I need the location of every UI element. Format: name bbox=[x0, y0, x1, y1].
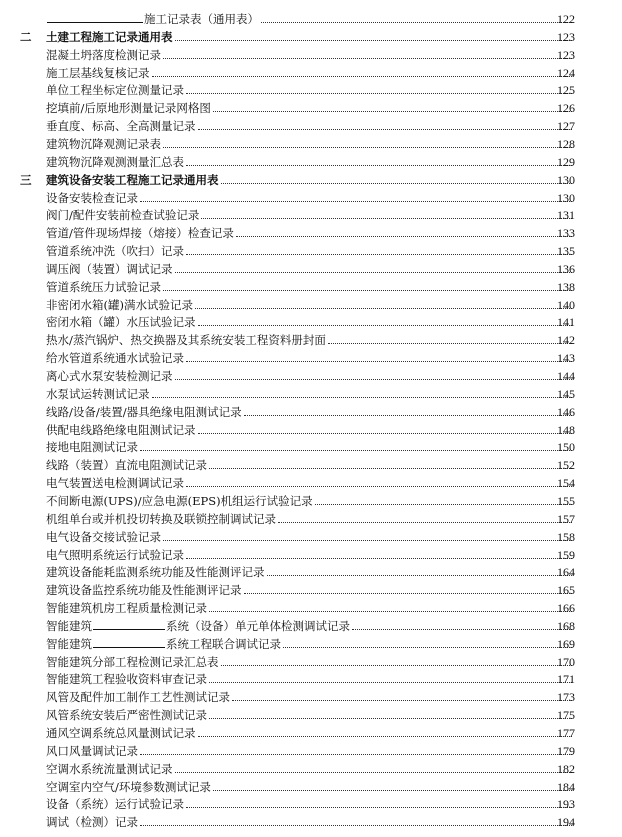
page-number: 127 bbox=[557, 119, 575, 134]
entry-title-text: 管道系统压力试验记录 bbox=[46, 279, 161, 294]
entry-title-wrap bbox=[46, 583, 574, 597]
page-number: 159 bbox=[557, 547, 575, 562]
toc-entry-row bbox=[0, 367, 622, 385]
toc-entry-row bbox=[0, 563, 622, 581]
entry-title-text: 离心式水泵安装检测记录 bbox=[46, 369, 173, 383]
entry-title-wrap bbox=[46, 405, 574, 419]
entry-title-wrap bbox=[46, 690, 574, 704]
entry-title-text: 智能建筑 bbox=[46, 618, 92, 633]
dot-leader bbox=[244, 414, 572, 416]
dot-leader bbox=[278, 521, 572, 523]
dot-leader bbox=[175, 271, 573, 273]
entry-title-wrap bbox=[46, 66, 574, 80]
page-number: 173 bbox=[557, 690, 575, 705]
entry-title bbox=[46, 83, 184, 97]
section-number: 三 bbox=[20, 172, 32, 187]
page-number: 123 bbox=[557, 29, 575, 44]
dot-leader bbox=[198, 735, 573, 737]
entry-title-wrap bbox=[46, 280, 574, 294]
entry-title-wrap bbox=[46, 137, 574, 151]
entry-title-wrap bbox=[46, 815, 574, 829]
entry-title-wrap bbox=[46, 744, 574, 758]
entry-title-wrap bbox=[46, 458, 574, 472]
entry-title-text: 空调室内空气/环境参数测试记录 bbox=[46, 779, 211, 794]
entry-title bbox=[46, 262, 173, 276]
entry-title-wrap bbox=[46, 548, 574, 562]
entry-title-wrap bbox=[46, 726, 574, 740]
entry-title-wrap bbox=[46, 708, 574, 722]
page-number: 157 bbox=[557, 511, 575, 526]
toc-entry-row bbox=[0, 189, 622, 207]
dot-leader bbox=[140, 200, 572, 202]
page-number: 143 bbox=[557, 351, 575, 366]
toc-entry-row bbox=[0, 635, 622, 653]
entry-title-text: 不间断电源(UPS)/应急电源(EPS)机组运行试验记录 bbox=[46, 493, 313, 508]
toc-entry-row bbox=[0, 688, 622, 706]
entry-title-wrap bbox=[46, 655, 574, 669]
page-number: 194 bbox=[557, 815, 575, 830]
entry-title bbox=[46, 744, 138, 758]
dot-leader bbox=[163, 289, 572, 291]
toc-entry-row bbox=[0, 313, 622, 331]
entry-title-wrap bbox=[46, 565, 574, 579]
section-number: 二 bbox=[20, 29, 32, 44]
dot-leader bbox=[195, 307, 572, 309]
dot-leader bbox=[261, 21, 572, 23]
toc-entry-row bbox=[0, 153, 622, 171]
entry-title bbox=[46, 369, 173, 383]
toc-entry-row bbox=[0, 456, 622, 474]
dot-leader bbox=[213, 110, 572, 112]
entry-title-text: 接地电阻测试记录 bbox=[46, 440, 138, 455]
entry-title bbox=[46, 565, 265, 579]
entry-title-wrap bbox=[46, 672, 574, 686]
toc-entry-row bbox=[0, 778, 622, 796]
entry-title-text: 风管系统安装后严密性测试记录 bbox=[46, 708, 207, 723]
entry-title-text: 单位工程坐标定位测量记录 bbox=[46, 83, 184, 98]
entry-title-text: 混凝土坍落度检测记录 bbox=[46, 47, 161, 62]
entry-title-wrap bbox=[46, 387, 574, 401]
entry-title-text: 施工层基线复核记录 bbox=[46, 65, 150, 80]
entry-title bbox=[46, 583, 242, 597]
toc-entry-row bbox=[0, 617, 622, 635]
page-number: 128 bbox=[557, 136, 575, 151]
entry-title bbox=[46, 315, 196, 329]
entry-title bbox=[46, 405, 242, 419]
entry-title-text: 机组单台或并机投切转换及联锁控制调试记录 bbox=[46, 511, 276, 526]
page-number: 155 bbox=[557, 493, 575, 508]
entry-title bbox=[46, 762, 173, 776]
entry-title-wrap bbox=[46, 512, 574, 526]
page-number: 136 bbox=[557, 261, 575, 276]
entry-title-wrap bbox=[46, 476, 574, 490]
toc-entry-row bbox=[0, 581, 622, 599]
entry-title-text: 通风空调系统总风量测试记录 bbox=[46, 726, 196, 740]
dot-leader bbox=[198, 432, 573, 434]
page-number: 142 bbox=[557, 333, 575, 348]
toc-section-row bbox=[0, 28, 622, 46]
entry-title-text: 建筑物沉降观测记录表 bbox=[46, 136, 161, 151]
entry-title bbox=[46, 280, 161, 294]
toc-entry-row bbox=[0, 224, 622, 242]
toc-entry-row bbox=[0, 724, 622, 742]
dot-leader bbox=[186, 360, 572, 362]
toc-entry-row bbox=[0, 510, 622, 528]
entry-title-text: 阀门/配件安装前检查试验记录 bbox=[46, 208, 200, 223]
entry-title-text: 设备（系统）运行试验记录 bbox=[46, 797, 184, 812]
entry-title bbox=[46, 690, 230, 704]
page-number: 165 bbox=[557, 583, 575, 598]
dot-leader bbox=[175, 378, 573, 380]
entry-title-text: 电气装置送电检测调试记录 bbox=[46, 476, 184, 491]
entry-title bbox=[46, 333, 326, 347]
page-number: 150 bbox=[557, 440, 575, 455]
entry-title-wrap bbox=[46, 48, 574, 62]
page-number: 170 bbox=[557, 654, 575, 669]
dot-leader bbox=[140, 449, 572, 451]
page-number: 122 bbox=[557, 12, 575, 26]
entry-title bbox=[46, 815, 138, 829]
entry-title-wrap bbox=[46, 369, 574, 383]
toc-entry-row bbox=[0, 385, 622, 403]
entry-title-wrap bbox=[46, 155, 574, 169]
entry-title bbox=[46, 208, 199, 222]
entry-title-wrap bbox=[46, 797, 574, 811]
entry-title-wrap bbox=[46, 351, 574, 365]
dot-leader bbox=[163, 146, 572, 148]
dot-leader bbox=[152, 396, 573, 398]
entry-title bbox=[46, 708, 207, 722]
dot-leader bbox=[152, 75, 573, 77]
entry-title-text: 智能建筑工程验收资料审查记录 bbox=[46, 672, 207, 687]
entry-title-wrap bbox=[46, 298, 574, 312]
entry-title-wrap bbox=[46, 636, 574, 651]
entry-title-wrap bbox=[46, 762, 574, 776]
entry-title-wrap bbox=[46, 530, 574, 544]
toc-entry-row bbox=[0, 81, 622, 99]
entry-title-wrap bbox=[46, 601, 574, 615]
entry-title-wrap bbox=[46, 191, 574, 205]
entry-title-text: 智能建筑分部工程检测记录汇总表 bbox=[46, 654, 219, 669]
dot-leader bbox=[244, 592, 573, 594]
dot-leader bbox=[209, 467, 572, 469]
fill-in-blank bbox=[93, 618, 165, 630]
entry-title-text: 建筑设备安装工程施工记录通用表 bbox=[46, 172, 219, 187]
entry-title-text: 土建工程施工记录通用表 bbox=[46, 29, 173, 44]
entry-title-wrap bbox=[46, 83, 574, 97]
page-number: 140 bbox=[557, 297, 575, 312]
entry-title-wrap bbox=[46, 226, 574, 240]
page-number: 164 bbox=[557, 565, 575, 580]
entry-title-text: 设备安装检查记录 bbox=[46, 190, 138, 205]
page-number: 154 bbox=[557, 476, 575, 491]
entry-title-text: 施工记录表（通用表） bbox=[144, 12, 259, 26]
dot-leader bbox=[186, 485, 572, 487]
toc-entry-row bbox=[0, 10, 622, 28]
page-number: 126 bbox=[557, 101, 575, 116]
page-number: 166 bbox=[557, 601, 575, 616]
entry-title-text: 非密闭水箱(罐)满水试验记录 bbox=[46, 297, 193, 312]
toc-entry-row bbox=[0, 813, 622, 831]
entry-title bbox=[46, 11, 259, 26]
page-number: 184 bbox=[557, 779, 575, 794]
page-number: 129 bbox=[557, 154, 575, 169]
entry-title bbox=[46, 137, 161, 151]
toc-entry-row bbox=[0, 742, 622, 760]
entry-title-text: 智能建筑机房工程质量检测记录 bbox=[46, 601, 207, 616]
entry-title-wrap bbox=[46, 440, 574, 454]
entry-title bbox=[46, 458, 207, 472]
entry-title-wrap bbox=[46, 333, 574, 347]
page-number: 146 bbox=[557, 404, 575, 419]
dot-leader bbox=[283, 646, 572, 648]
entry-title bbox=[46, 298, 193, 312]
entry-title-text: 管道/管件现场焊接（熔接）检查记录 bbox=[46, 226, 234, 241]
entry-title bbox=[46, 530, 161, 544]
dot-leader bbox=[186, 557, 572, 559]
entry-title-text: 线路（装置）直流电阻测试记录 bbox=[46, 458, 207, 473]
entry-title bbox=[46, 244, 184, 258]
entry-title bbox=[46, 101, 211, 115]
entry-title bbox=[46, 48, 161, 62]
entry-title bbox=[46, 780, 211, 794]
entry-title-text: 调试（检测）记录 bbox=[46, 815, 138, 830]
entry-title-text: 建筑物沉降观测测量汇总表 bbox=[46, 154, 184, 169]
page-number: 144 bbox=[557, 369, 575, 383]
entry-title bbox=[46, 797, 184, 811]
entry-title bbox=[46, 512, 276, 526]
entry-title-wrap bbox=[46, 262, 574, 276]
toc-entry-row bbox=[0, 492, 622, 510]
dot-leader bbox=[140, 753, 572, 755]
entry-title-text: 热水/蒸汽锅炉、热交换器及其系统安装工程资料册封面 bbox=[46, 333, 326, 348]
entry-title-text: 水泵试运转测试记录 bbox=[46, 386, 150, 401]
entry-title bbox=[46, 66, 150, 80]
entry-title bbox=[46, 387, 150, 401]
entry-title bbox=[46, 636, 281, 651]
dot-leader bbox=[198, 128, 573, 130]
dot-leader bbox=[198, 324, 573, 326]
entry-title bbox=[46, 351, 184, 365]
entry-title-text: 系统（设备）单元单体检测调试记录 bbox=[166, 618, 350, 633]
dot-leader bbox=[163, 539, 572, 541]
fill-in-blank bbox=[47, 11, 143, 23]
entry-title bbox=[46, 119, 196, 133]
toc-entry-row bbox=[0, 99, 622, 117]
toc-entry-row bbox=[0, 474, 622, 492]
dot-leader bbox=[236, 235, 572, 237]
toc-entry-row bbox=[0, 331, 622, 349]
toc-entry-row bbox=[0, 64, 622, 82]
entry-title-wrap bbox=[46, 11, 574, 26]
dot-leader bbox=[209, 717, 572, 719]
entry-title-wrap bbox=[46, 494, 574, 508]
entry-title-wrap bbox=[46, 173, 574, 187]
dot-leader bbox=[209, 610, 572, 612]
page-number: 158 bbox=[557, 529, 575, 544]
entry-title-text: 给水管道系统通水试验记录 bbox=[46, 351, 184, 366]
dot-leader bbox=[221, 664, 573, 666]
entry-title-wrap bbox=[46, 101, 574, 115]
entry-title-text: 电气照明系统运行试验记录 bbox=[46, 547, 184, 562]
toc-entry-row bbox=[0, 670, 622, 688]
page-number: 179 bbox=[557, 743, 575, 758]
dot-leader bbox=[186, 806, 572, 808]
page-number: 133 bbox=[557, 226, 575, 241]
entry-title-text: 垂直度、标高、全高测量记录 bbox=[46, 119, 196, 134]
page-number: 171 bbox=[557, 672, 575, 687]
toc-entry-row bbox=[0, 46, 622, 64]
entry-title-text: 线路/设备/装置/器具绝缘电阻测试记录 bbox=[46, 404, 242, 419]
dot-leader bbox=[140, 824, 572, 826]
entry-title-wrap bbox=[46, 208, 574, 222]
toc-entry-row bbox=[0, 438, 622, 456]
entry-title-wrap bbox=[46, 315, 574, 329]
entry-title-text: 空调水系统流量测试记录 bbox=[46, 761, 173, 776]
entry-title bbox=[46, 726, 196, 740]
dot-leader bbox=[315, 503, 572, 505]
entry-title-text: 挖填前/后原地形测量记录网格图 bbox=[46, 101, 211, 116]
section-title bbox=[46, 30, 173, 44]
entry-title-text: 风管及配件加工制作工艺性测试记录 bbox=[46, 690, 230, 705]
page-number: 125 bbox=[557, 83, 575, 98]
dot-leader bbox=[175, 39, 573, 41]
entry-title bbox=[46, 476, 184, 490]
toc-entry-row bbox=[0, 528, 622, 546]
toc-entry-row bbox=[0, 135, 622, 153]
entry-title-text: 电气设备交接试验记录 bbox=[46, 529, 161, 544]
entry-title-wrap bbox=[46, 119, 574, 133]
toc-entry-row bbox=[0, 278, 622, 296]
page-number: 148 bbox=[557, 422, 575, 437]
entry-title-wrap bbox=[46, 618, 574, 633]
toc-entry-row bbox=[0, 421, 622, 439]
section-title bbox=[46, 173, 219, 187]
entry-title bbox=[46, 672, 207, 686]
dot-leader bbox=[232, 699, 572, 701]
page-number: 177 bbox=[557, 726, 575, 740]
toc-entry-row bbox=[0, 546, 622, 564]
dot-leader bbox=[201, 217, 572, 219]
page-number: 123 bbox=[557, 47, 575, 62]
toc-section-row bbox=[0, 171, 622, 189]
page-number: 135 bbox=[557, 244, 575, 259]
dot-leader bbox=[267, 574, 573, 576]
page-number: 138 bbox=[557, 279, 575, 294]
page-number: 145 bbox=[557, 386, 575, 401]
toc-entry-row bbox=[0, 206, 622, 224]
entry-title bbox=[46, 191, 138, 205]
dot-leader bbox=[221, 182, 573, 184]
dot-leader bbox=[163, 57, 572, 59]
dot-leader bbox=[213, 789, 572, 791]
dot-leader bbox=[186, 92, 572, 94]
entry-title bbox=[46, 601, 207, 615]
page-number: 130 bbox=[557, 190, 575, 205]
dot-leader bbox=[209, 681, 572, 683]
toc-entry-row bbox=[0, 795, 622, 813]
page-number: 168 bbox=[557, 618, 575, 633]
fill-in-blank bbox=[93, 636, 165, 648]
entry-title-text: 供配电线路绝缘电阻测试记录 bbox=[46, 422, 196, 437]
entry-title-wrap bbox=[46, 780, 574, 794]
entry-title-text: 建筑设备监控系统功能及性能测评记录 bbox=[46, 583, 242, 598]
page-number: 169 bbox=[557, 636, 575, 651]
dot-leader bbox=[328, 342, 572, 344]
toc-entry-row bbox=[0, 349, 622, 367]
page-number: 124 bbox=[557, 65, 575, 80]
dot-leader bbox=[175, 771, 573, 773]
entry-title-text: 建筑设备能耗监测系统功能及性能测评记录 bbox=[46, 565, 265, 580]
page-number: 182 bbox=[557, 761, 575, 776]
toc-entry-row bbox=[0, 653, 622, 671]
entry-title-text: 密闭水箱（罐）水压试验记录 bbox=[46, 315, 196, 330]
toc-entry-row bbox=[0, 242, 622, 260]
entry-title bbox=[46, 155, 184, 169]
entry-title-text: 管道系统冲洗（吹扫）记录 bbox=[46, 244, 184, 259]
entry-title bbox=[46, 655, 219, 669]
entry-title bbox=[46, 618, 350, 633]
page-number: 141 bbox=[557, 315, 575, 330]
dot-leader bbox=[186, 253, 572, 255]
toc-entry-row bbox=[0, 117, 622, 135]
entry-title bbox=[46, 226, 234, 240]
page-number: 152 bbox=[557, 458, 575, 473]
entry-title bbox=[46, 440, 138, 454]
entry-title-text: 风口风量调试记录 bbox=[46, 743, 138, 758]
toc-entry-row bbox=[0, 296, 622, 314]
page-number: 131 bbox=[557, 208, 575, 223]
page-number: 175 bbox=[557, 708, 575, 723]
toc-entry-row bbox=[0, 403, 622, 421]
dot-leader bbox=[186, 164, 572, 166]
entry-title-text: 调压阀（装置）调试记录 bbox=[46, 261, 173, 276]
dot-leader bbox=[352, 628, 572, 630]
entry-title-wrap bbox=[46, 423, 574, 437]
entry-title-wrap bbox=[46, 30, 574, 44]
page-number: 130 bbox=[557, 172, 575, 187]
page-number: 193 bbox=[557, 797, 575, 812]
entry-title-text: 系统工程联合调试记录 bbox=[166, 636, 281, 651]
entry-title bbox=[46, 548, 184, 562]
entry-title bbox=[46, 423, 196, 437]
entry-title bbox=[46, 494, 313, 508]
toc-entry-row bbox=[0, 260, 622, 278]
entry-title-wrap bbox=[46, 244, 574, 258]
toc-entry-row bbox=[0, 760, 622, 778]
entry-title-text: 智能建筑 bbox=[46, 636, 92, 651]
toc-entry-row bbox=[0, 706, 622, 724]
toc-entry-row bbox=[0, 599, 622, 617]
